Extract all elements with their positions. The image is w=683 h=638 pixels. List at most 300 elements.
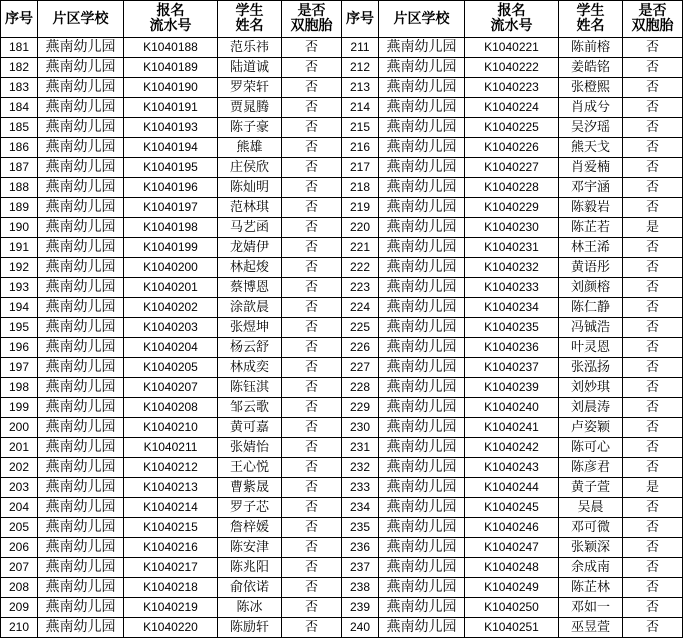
cell-school: 燕南幼儿园 bbox=[38, 318, 124, 338]
cell-school: 燕南幼儿园 bbox=[38, 158, 124, 178]
cell-name: 曹紫晟 bbox=[218, 478, 282, 498]
table-row bbox=[1, 218, 683, 238]
table-row bbox=[1, 458, 683, 478]
cell-school: 燕南幼儿园 bbox=[379, 378, 465, 398]
cell-seq: 229 bbox=[342, 398, 379, 418]
cell-code: K1040237 bbox=[465, 358, 559, 378]
cell-code: K1040189 bbox=[124, 58, 218, 78]
cell-seq: 207 bbox=[1, 558, 38, 578]
cell-twin: 否 bbox=[282, 78, 342, 98]
cell-code: K1040198 bbox=[124, 218, 218, 238]
cell-code: K1040212 bbox=[124, 458, 218, 478]
cell-seq: 228 bbox=[342, 378, 379, 398]
cell-school: 燕南幼儿园 bbox=[379, 78, 465, 98]
cell-twin: 否 bbox=[623, 158, 683, 178]
cell-seq: 217 bbox=[342, 158, 379, 178]
cell-name: 陈兆阳 bbox=[218, 558, 282, 578]
table-row bbox=[1, 118, 683, 138]
cell-code: K1040221 bbox=[465, 38, 559, 58]
cell-twin: 否 bbox=[623, 398, 683, 418]
cell-code: K1040188 bbox=[124, 38, 218, 58]
table-row bbox=[1, 298, 683, 318]
cell-code: K1040246 bbox=[465, 518, 559, 538]
cell-school: 燕南幼儿园 bbox=[379, 278, 465, 298]
cell-seq: 232 bbox=[342, 458, 379, 478]
cell-name: 陈毅岩 bbox=[559, 198, 623, 218]
cell-name: 刘颜榕 bbox=[559, 278, 623, 298]
cell-code: K1040199 bbox=[124, 238, 218, 258]
table-row bbox=[1, 178, 683, 198]
cell-code: K1040196 bbox=[124, 178, 218, 198]
table-row bbox=[1, 438, 683, 458]
cell-name: 张橙熙 bbox=[559, 78, 623, 98]
cell-twin: 否 bbox=[623, 298, 683, 318]
cell-school: 燕南幼儿园 bbox=[38, 378, 124, 398]
cell-twin: 否 bbox=[282, 138, 342, 158]
cell-seq: 239 bbox=[342, 598, 379, 618]
cell-school: 燕南幼儿园 bbox=[38, 218, 124, 238]
cell-code: K1040193 bbox=[124, 118, 218, 138]
cell-school: 燕南幼儿园 bbox=[38, 618, 124, 638]
cell-school: 燕南幼儿园 bbox=[38, 398, 124, 418]
cell-seq: 234 bbox=[342, 498, 379, 518]
table-header bbox=[1, 1, 683, 38]
cell-name: 邓如一 bbox=[559, 598, 623, 618]
cell-seq: 230 bbox=[342, 418, 379, 438]
table-row bbox=[1, 58, 683, 78]
cell-code: K1040219 bbox=[124, 598, 218, 618]
cell-school: 燕南幼儿园 bbox=[379, 138, 465, 158]
cell-twin: 是 bbox=[623, 218, 683, 238]
cell-twin: 否 bbox=[282, 498, 342, 518]
cell-name: 巫昱萱 bbox=[559, 618, 623, 638]
cell-school: 燕南幼儿园 bbox=[38, 98, 124, 118]
cell-twin: 否 bbox=[282, 618, 342, 638]
cell-twin: 否 bbox=[282, 538, 342, 558]
cell-name: 冯铖浩 bbox=[559, 318, 623, 338]
cell-twin: 否 bbox=[282, 118, 342, 138]
cell-seq: 225 bbox=[342, 318, 379, 338]
cell-code: K1040251 bbox=[465, 618, 559, 638]
cell-code: K1040214 bbox=[124, 498, 218, 518]
cell-twin: 否 bbox=[282, 598, 342, 618]
cell-code: K1040202 bbox=[124, 298, 218, 318]
table-row bbox=[1, 158, 683, 178]
cell-seq: 194 bbox=[1, 298, 38, 318]
table-row bbox=[1, 138, 683, 158]
cell-seq: 190 bbox=[1, 218, 38, 238]
table-body bbox=[1, 38, 683, 638]
cell-twin: 否 bbox=[623, 58, 683, 78]
cell-name: 陈芷若 bbox=[559, 218, 623, 238]
cell-seq: 183 bbox=[1, 78, 38, 98]
cell-seq: 201 bbox=[1, 438, 38, 458]
cell-name: 肖爱楠 bbox=[559, 158, 623, 178]
cell-seq: 237 bbox=[342, 558, 379, 578]
cell-seq: 193 bbox=[1, 278, 38, 298]
cell-name: 贾晁腾 bbox=[218, 98, 282, 118]
cell-code: K1040228 bbox=[465, 178, 559, 198]
cell-twin: 否 bbox=[623, 438, 683, 458]
cell-name: 余成南 bbox=[559, 558, 623, 578]
cell-school: 燕南幼儿园 bbox=[379, 578, 465, 598]
cell-twin: 否 bbox=[282, 258, 342, 278]
cell-name: 詹梓媛 bbox=[218, 518, 282, 538]
cell-seq: 189 bbox=[1, 198, 38, 218]
cell-twin: 否 bbox=[623, 598, 683, 618]
cell-seq: 186 bbox=[1, 138, 38, 158]
cell-twin: 否 bbox=[282, 398, 342, 418]
cell-seq: 216 bbox=[342, 138, 379, 158]
cell-school: 燕南幼儿园 bbox=[379, 438, 465, 458]
cell-name: 陆道诚 bbox=[218, 58, 282, 78]
cell-school: 燕南幼儿园 bbox=[38, 418, 124, 438]
cell-code: K1040224 bbox=[465, 98, 559, 118]
cell-name: 陈仁静 bbox=[559, 298, 623, 318]
cell-code: K1040241 bbox=[465, 418, 559, 438]
table-row bbox=[1, 78, 683, 98]
cell-school: 燕南幼儿园 bbox=[379, 158, 465, 178]
cell-twin: 否 bbox=[282, 418, 342, 438]
cell-seq: 210 bbox=[1, 618, 38, 638]
cell-name: 吴汐瑶 bbox=[559, 118, 623, 138]
cell-school: 燕南幼儿园 bbox=[379, 318, 465, 338]
cell-name: 陈安津 bbox=[218, 538, 282, 558]
cell-school: 燕南幼儿园 bbox=[379, 338, 465, 358]
cell-code: K1040195 bbox=[124, 158, 218, 178]
cell-code: K1040211 bbox=[124, 438, 218, 458]
table-row bbox=[1, 98, 683, 118]
cell-code: K1040190 bbox=[124, 78, 218, 98]
cell-twin: 否 bbox=[623, 198, 683, 218]
cell-seq: 226 bbox=[342, 338, 379, 358]
cell-name: 陈钰淇 bbox=[218, 378, 282, 398]
cell-code: K1040225 bbox=[465, 118, 559, 138]
cell-name: 黄可嘉 bbox=[218, 418, 282, 438]
cell-code: K1040247 bbox=[465, 538, 559, 558]
cell-seq: 195 bbox=[1, 318, 38, 338]
cell-code: K1040240 bbox=[465, 398, 559, 418]
cell-code: K1040223 bbox=[465, 78, 559, 98]
cell-code: K1040230 bbox=[465, 218, 559, 238]
cell-name: 吴晨 bbox=[559, 498, 623, 518]
table-row bbox=[1, 338, 683, 358]
cell-name: 邓宇涵 bbox=[559, 178, 623, 198]
cell-twin: 否 bbox=[623, 118, 683, 138]
cell-twin: 否 bbox=[623, 618, 683, 638]
cell-school: 燕南幼儿园 bbox=[379, 398, 465, 418]
cell-twin: 否 bbox=[623, 178, 683, 198]
cell-name: 张婧怡 bbox=[218, 438, 282, 458]
table-row bbox=[1, 258, 683, 278]
cell-name: 庄侯欣 bbox=[218, 158, 282, 178]
cell-twin: 否 bbox=[282, 518, 342, 538]
cell-twin: 否 bbox=[282, 378, 342, 398]
table-row bbox=[1, 578, 683, 598]
cell-code: K1040201 bbox=[124, 278, 218, 298]
cell-twin: 否 bbox=[282, 58, 342, 78]
cell-twin: 否 bbox=[623, 318, 683, 338]
cell-name: 黄子萱 bbox=[559, 478, 623, 498]
cell-code: K1040222 bbox=[465, 58, 559, 78]
cell-school: 燕南幼儿园 bbox=[379, 118, 465, 138]
header-school: 片区学校 bbox=[379, 1, 465, 38]
table-row bbox=[1, 398, 683, 418]
header-row bbox=[1, 1, 683, 38]
cell-seq: 196 bbox=[1, 338, 38, 358]
cell-seq: 198 bbox=[1, 378, 38, 398]
cell-code: K1040235 bbox=[465, 318, 559, 338]
cell-seq: 235 bbox=[342, 518, 379, 538]
cell-code: K1040229 bbox=[465, 198, 559, 218]
cell-seq: 205 bbox=[1, 518, 38, 538]
cell-name: 熊天戈 bbox=[559, 138, 623, 158]
cell-code: K1040216 bbox=[124, 538, 218, 558]
header-twin: 是否 双胞胎 bbox=[282, 1, 342, 38]
cell-code: K1040227 bbox=[465, 158, 559, 178]
cell-name: 罗子芯 bbox=[218, 498, 282, 518]
cell-school: 燕南幼儿园 bbox=[38, 578, 124, 598]
cell-name: 熊雄 bbox=[218, 138, 282, 158]
cell-name: 陈灿明 bbox=[218, 178, 282, 198]
cell-twin: 否 bbox=[282, 98, 342, 118]
cell-name: 邓可微 bbox=[559, 518, 623, 538]
cell-name: 杨云舒 bbox=[218, 338, 282, 358]
cell-twin: 否 bbox=[623, 458, 683, 478]
cell-seq: 238 bbox=[342, 578, 379, 598]
cell-seq: 202 bbox=[1, 458, 38, 478]
cell-seq: 187 bbox=[1, 158, 38, 178]
cell-seq: 236 bbox=[342, 538, 379, 558]
cell-twin: 否 bbox=[623, 338, 683, 358]
cell-school: 燕南幼儿园 bbox=[38, 238, 124, 258]
cell-school: 燕南幼儿园 bbox=[38, 458, 124, 478]
cell-seq: 208 bbox=[1, 578, 38, 598]
cell-twin: 否 bbox=[282, 198, 342, 218]
cell-school: 燕南幼儿园 bbox=[379, 198, 465, 218]
cell-seq: 213 bbox=[342, 78, 379, 98]
cell-seq: 221 bbox=[342, 238, 379, 258]
table-row bbox=[1, 278, 683, 298]
cell-seq: 220 bbox=[342, 218, 379, 238]
cell-school: 燕南幼儿园 bbox=[38, 478, 124, 498]
cell-school: 燕南幼儿园 bbox=[379, 178, 465, 198]
cell-school: 燕南幼儿园 bbox=[379, 498, 465, 518]
cell-code: K1040243 bbox=[465, 458, 559, 478]
cell-code: K1040200 bbox=[124, 258, 218, 278]
cell-twin: 否 bbox=[282, 218, 342, 238]
cell-seq: 204 bbox=[1, 498, 38, 518]
cell-school: 燕南幼儿园 bbox=[38, 338, 124, 358]
cell-school: 燕南幼儿园 bbox=[379, 238, 465, 258]
header-seq: 序号 bbox=[1, 1, 38, 38]
cell-school: 燕南幼儿园 bbox=[379, 518, 465, 538]
cell-name: 涂歆晨 bbox=[218, 298, 282, 318]
cell-twin: 否 bbox=[282, 278, 342, 298]
header-name: 学生 姓名 bbox=[218, 1, 282, 38]
cell-twin: 否 bbox=[623, 498, 683, 518]
cell-seq: 218 bbox=[342, 178, 379, 198]
cell-twin: 否 bbox=[282, 558, 342, 578]
cell-twin: 否 bbox=[623, 238, 683, 258]
cell-name: 刘妙琪 bbox=[559, 378, 623, 398]
cell-school: 燕南幼儿园 bbox=[379, 478, 465, 498]
cell-twin: 否 bbox=[623, 358, 683, 378]
cell-name: 肖成兮 bbox=[559, 98, 623, 118]
table-row bbox=[1, 198, 683, 218]
cell-code: K1040210 bbox=[124, 418, 218, 438]
cell-school: 燕南幼儿园 bbox=[38, 538, 124, 558]
header-seq: 序号 bbox=[342, 1, 379, 38]
cell-code: K1040207 bbox=[124, 378, 218, 398]
cell-name: 陈芷林 bbox=[559, 578, 623, 598]
cell-code: K1040245 bbox=[465, 498, 559, 518]
header-twin: 是否 双胞胎 bbox=[623, 1, 683, 38]
cell-twin: 否 bbox=[282, 338, 342, 358]
cell-twin: 否 bbox=[623, 418, 683, 438]
cell-name: 陈可心 bbox=[559, 438, 623, 458]
cell-name: 范乐祎 bbox=[218, 38, 282, 58]
cell-code: K1040204 bbox=[124, 338, 218, 358]
cell-name: 陈子豪 bbox=[218, 118, 282, 138]
cell-school: 燕南幼儿园 bbox=[38, 178, 124, 198]
cell-name: 范林琪 bbox=[218, 198, 282, 218]
cell-school: 燕南幼儿园 bbox=[38, 58, 124, 78]
cell-twin: 否 bbox=[623, 278, 683, 298]
cell-seq: 211 bbox=[342, 38, 379, 58]
cell-school: 燕南幼儿园 bbox=[38, 598, 124, 618]
cell-twin: 否 bbox=[282, 458, 342, 478]
cell-code: K1040213 bbox=[124, 478, 218, 498]
cell-name: 陈励轩 bbox=[218, 618, 282, 638]
cell-code: K1040248 bbox=[465, 558, 559, 578]
cell-seq: 206 bbox=[1, 538, 38, 558]
cell-seq: 215 bbox=[342, 118, 379, 138]
cell-code: K1040234 bbox=[465, 298, 559, 318]
cell-school: 燕南幼儿园 bbox=[38, 38, 124, 58]
cell-seq: 214 bbox=[342, 98, 379, 118]
cell-twin: 否 bbox=[282, 578, 342, 598]
cell-seq: 184 bbox=[1, 98, 38, 118]
cell-name: 张泓扬 bbox=[559, 358, 623, 378]
cell-twin: 否 bbox=[623, 138, 683, 158]
cell-code: K1040203 bbox=[124, 318, 218, 338]
cell-name: 林王浠 bbox=[559, 238, 623, 258]
cell-twin: 否 bbox=[623, 538, 683, 558]
cell-code: K1040208 bbox=[124, 398, 218, 418]
cell-code: K1040239 bbox=[465, 378, 559, 398]
cell-school: 燕南幼儿园 bbox=[38, 438, 124, 458]
cell-school: 燕南幼儿园 bbox=[38, 278, 124, 298]
cell-name: 龙婧伊 bbox=[218, 238, 282, 258]
cell-code: K1040205 bbox=[124, 358, 218, 378]
cell-school: 燕南幼儿园 bbox=[379, 358, 465, 378]
cell-twin: 否 bbox=[623, 78, 683, 98]
header-code: 报名 流水号 bbox=[465, 1, 559, 38]
cell-code: K1040215 bbox=[124, 518, 218, 538]
cell-twin: 否 bbox=[282, 358, 342, 378]
cell-seq: 233 bbox=[342, 478, 379, 498]
cell-twin: 否 bbox=[623, 558, 683, 578]
cell-code: K1040231 bbox=[465, 238, 559, 258]
cell-name: 马艺函 bbox=[218, 218, 282, 238]
cell-name: 蔡博恩 bbox=[218, 278, 282, 298]
cell-code: K1040232 bbox=[465, 258, 559, 278]
cell-name: 黄语彤 bbox=[559, 258, 623, 278]
table-row bbox=[1, 558, 683, 578]
cell-twin: 是 bbox=[623, 478, 683, 498]
cell-code: K1040242 bbox=[465, 438, 559, 458]
cell-seq: 224 bbox=[342, 298, 379, 318]
cell-seq: 212 bbox=[342, 58, 379, 78]
cell-school: 燕南幼儿园 bbox=[379, 58, 465, 78]
table-row bbox=[1, 318, 683, 338]
cell-school: 燕南幼儿园 bbox=[38, 118, 124, 138]
cell-name: 叶灵恩 bbox=[559, 338, 623, 358]
cell-twin: 否 bbox=[623, 518, 683, 538]
cell-twin: 否 bbox=[282, 438, 342, 458]
cell-name: 陈冰 bbox=[218, 598, 282, 618]
cell-school: 燕南幼儿园 bbox=[379, 98, 465, 118]
cell-name: 俞依诺 bbox=[218, 578, 282, 598]
cell-school: 燕南幼儿园 bbox=[379, 298, 465, 318]
table-row bbox=[1, 518, 683, 538]
table-row bbox=[1, 418, 683, 438]
cell-code: K1040249 bbox=[465, 578, 559, 598]
cell-twin: 否 bbox=[623, 578, 683, 598]
cell-school: 燕南幼儿园 bbox=[38, 78, 124, 98]
cell-seq: 231 bbox=[342, 438, 379, 458]
cell-name: 张煜坤 bbox=[218, 318, 282, 338]
cell-twin: 否 bbox=[282, 478, 342, 498]
cell-name: 邹云歌 bbox=[218, 398, 282, 418]
cell-school: 燕南幼儿园 bbox=[379, 418, 465, 438]
cell-seq: 191 bbox=[1, 238, 38, 258]
cell-twin: 否 bbox=[623, 98, 683, 118]
cell-name: 姜皓铭 bbox=[559, 58, 623, 78]
cell-seq: 200 bbox=[1, 418, 38, 438]
cell-school: 燕南幼儿园 bbox=[379, 558, 465, 578]
cell-twin: 否 bbox=[282, 238, 342, 258]
cell-code: K1040217 bbox=[124, 558, 218, 578]
cell-seq: 182 bbox=[1, 58, 38, 78]
cell-twin: 否 bbox=[282, 158, 342, 178]
table-row bbox=[1, 378, 683, 398]
cell-code: K1040250 bbox=[465, 598, 559, 618]
table-row bbox=[1, 618, 683, 638]
cell-twin: 否 bbox=[623, 258, 683, 278]
cell-twin: 否 bbox=[282, 298, 342, 318]
cell-school: 燕南幼儿园 bbox=[379, 218, 465, 238]
cell-name: 林成奕 bbox=[218, 358, 282, 378]
cell-twin: 否 bbox=[282, 38, 342, 58]
cell-code: K1040194 bbox=[124, 138, 218, 158]
cell-seq: 185 bbox=[1, 118, 38, 138]
cell-school: 燕南幼儿园 bbox=[38, 138, 124, 158]
cell-school: 燕南幼儿园 bbox=[38, 258, 124, 278]
cell-twin: 否 bbox=[623, 38, 683, 58]
table-row bbox=[1, 538, 683, 558]
cell-seq: 209 bbox=[1, 598, 38, 618]
cell-school: 燕南幼儿园 bbox=[38, 518, 124, 538]
table-row bbox=[1, 598, 683, 618]
cell-seq: 188 bbox=[1, 178, 38, 198]
cell-name: 陈彦君 bbox=[559, 458, 623, 478]
cell-seq: 223 bbox=[342, 278, 379, 298]
header-school: 片区学校 bbox=[38, 1, 124, 38]
cell-seq: 222 bbox=[342, 258, 379, 278]
table-row bbox=[1, 38, 683, 58]
